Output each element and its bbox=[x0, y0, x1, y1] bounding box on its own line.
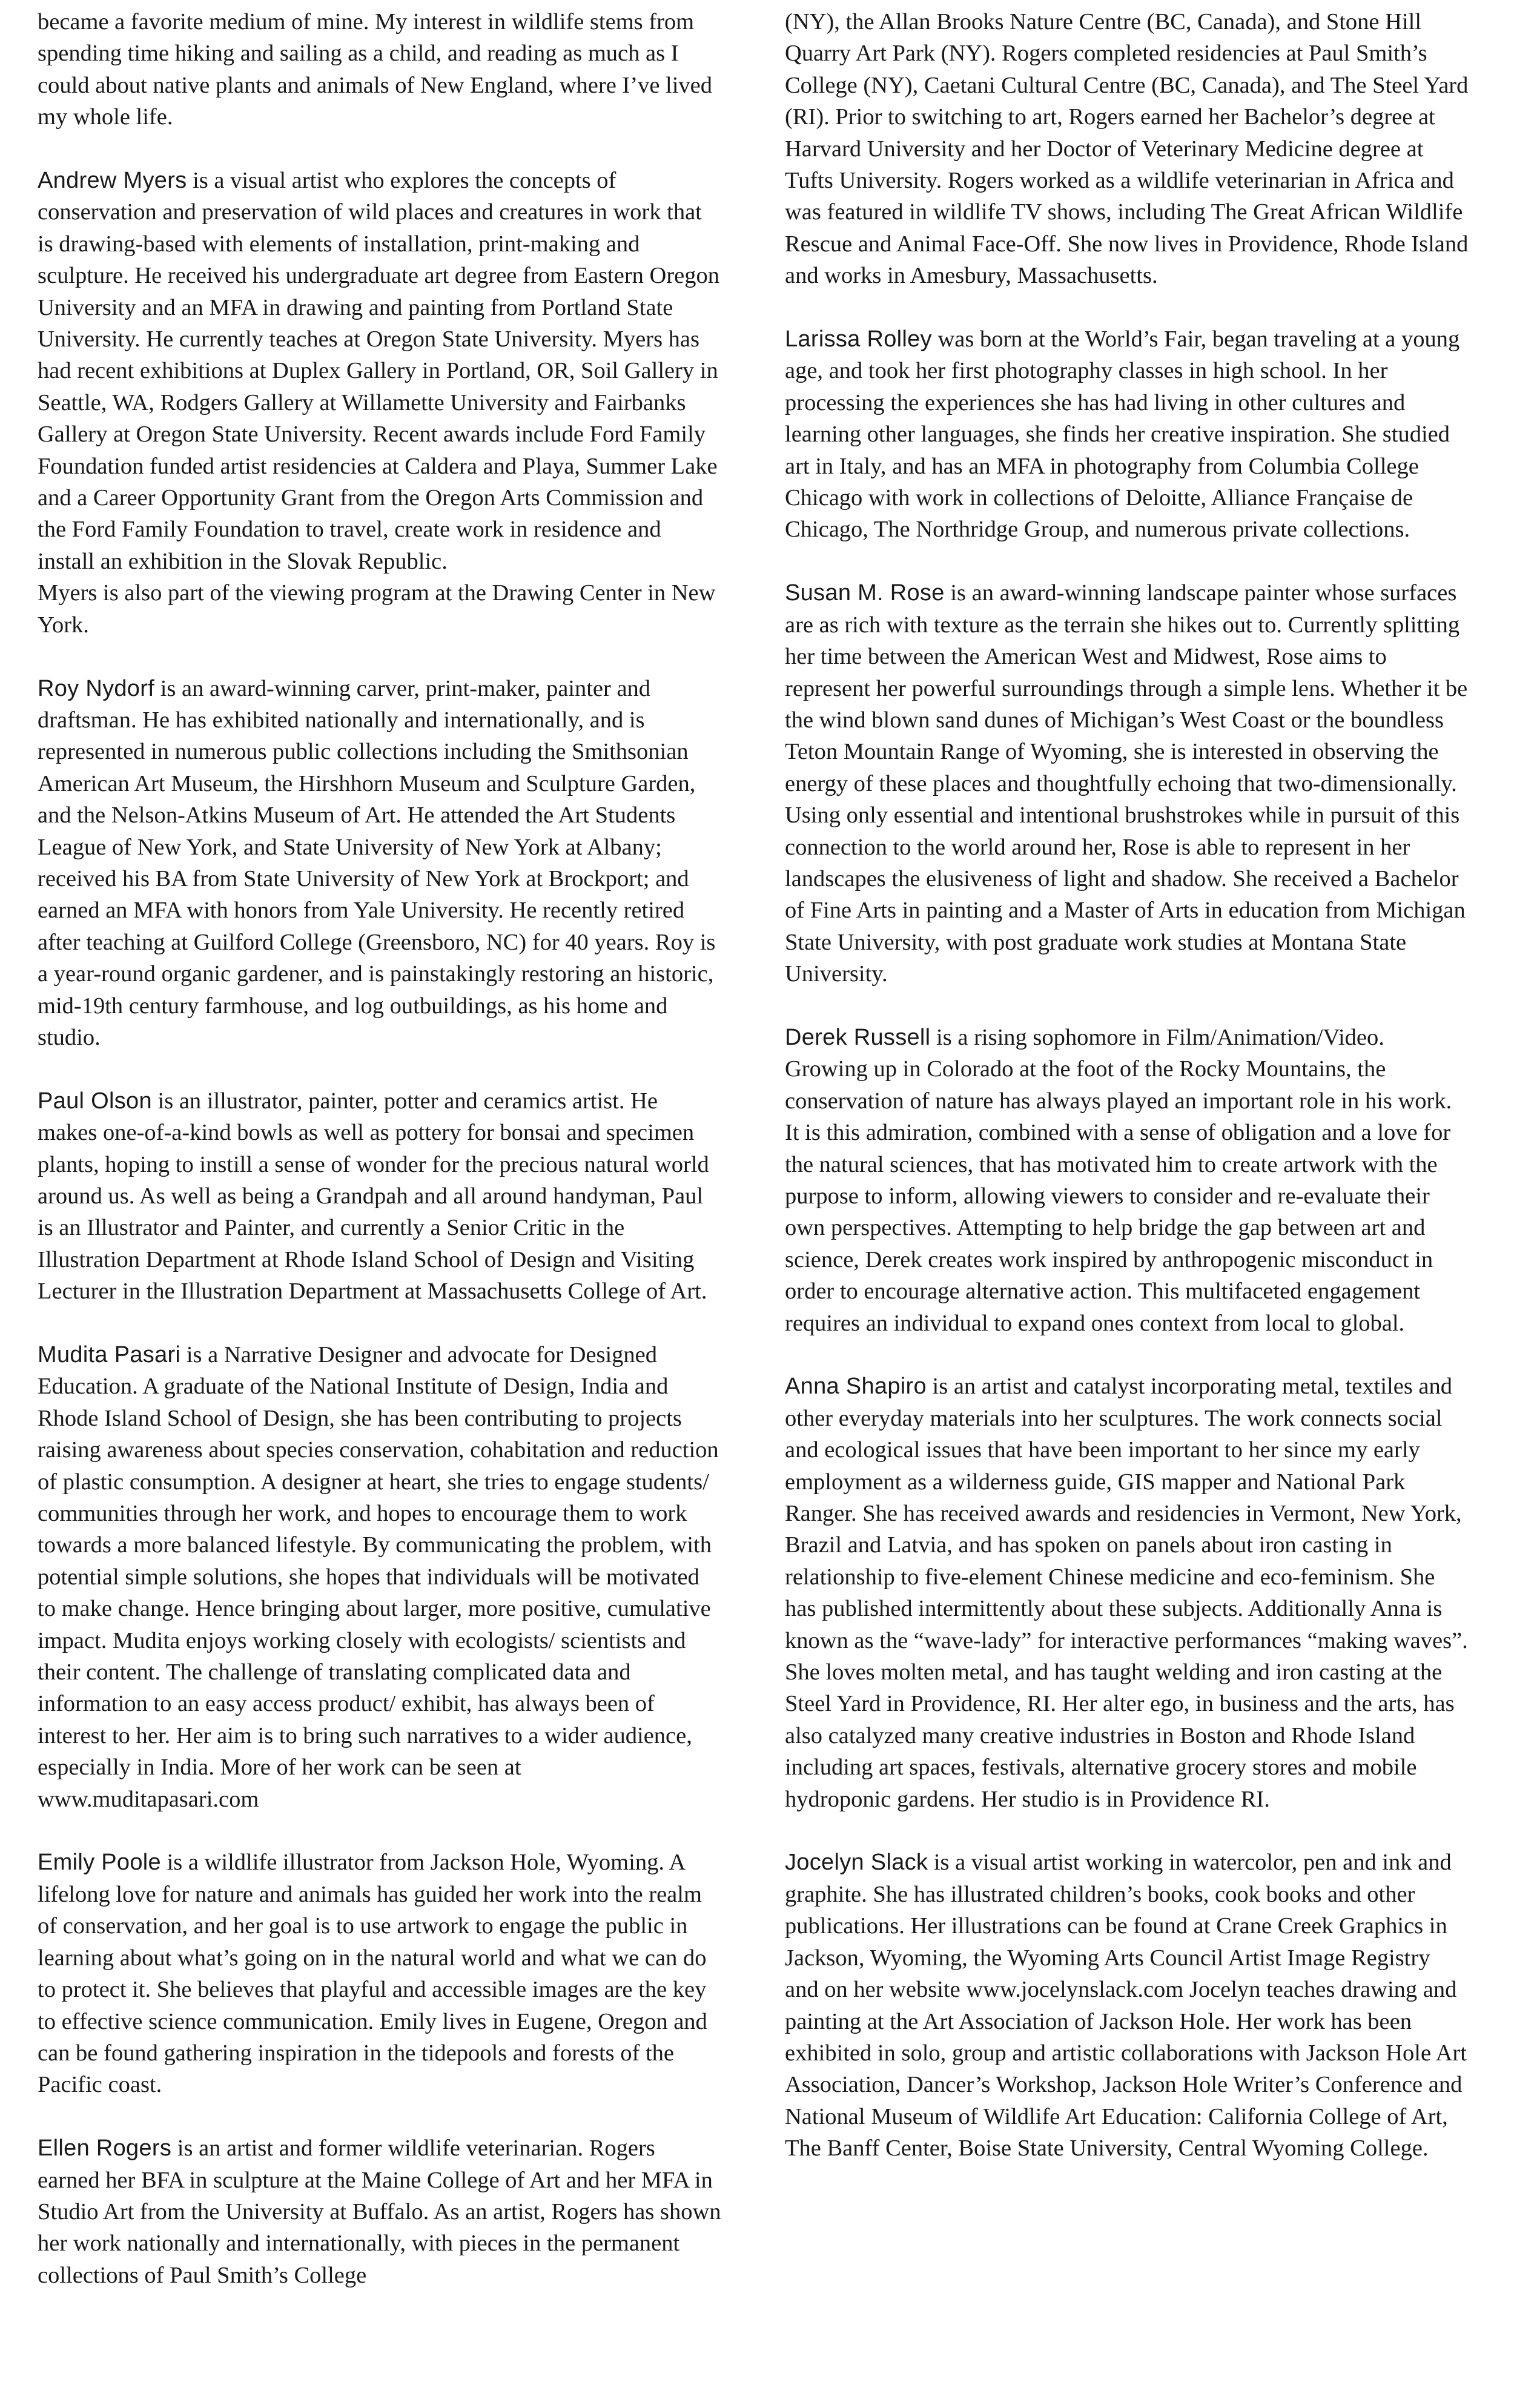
bio-text: is an artist and former wildlife veterinarian. Rogers earned her BFA in sculpture at the Maine College of Art and her MFA in Studio Art from the University at Buffalo. As an artist, Rogers has shown her work nationally and internationally, with pieces in the permanent collections of Paul Smith’s College bbox=[38, 2135, 721, 2288]
artist-name: Jocelyn Slack bbox=[785, 1850, 928, 1876]
bio-text: is an illustrator, painter, potter and ceramics artist. He makes one-of-a-kind bowls as well as pottery for bonsai and specimen plants, hoping to instill a sense of wonder for the precious natural world around us. As well as being a Grandpah and all around handyman, Paul is an Illustrator and Painter, and currently a Senior Critic in the Illustration Department at Rhode Island School of Design and Visiting Lecturer in the Illustration Department at Massachusetts College of Art. bbox=[38, 1088, 709, 1305]
bio-paragraph-anna-shapiro bbox=[785, 1371, 1469, 1815]
bio-text: is a visual artist who explores the concepts of conservation and preservation of wild places and creatures in work that is drawing-based with elements of installation, print-making and sculpture. He received his undergraduate art degree from Eastern Oregon University and an MFA in drawing and painting from Portland State University. He currently teaches at Oregon State University. Myers has had recent exhibitions at Duplex Gallery in Portland, OR, Soil Gallery in Seattle, WA, Rodgers Gallery at Willamette University and Fairbanks Gallery at Oregon State University. Recent awards include Ford Family Foundation funded artist residencies at Caldera and Playa, Summer Lake and a Career Opportunity Grant from the Oregon Arts Commission and the Ford Family Foundation to travel, create work in residence and install an exhibition in the Slovak Republic. bbox=[38, 168, 719, 574]
bio-text: Myers is also part of the viewing program at the Drawing Center in New York. bbox=[38, 580, 716, 638]
bio-paragraph-andrew-myers-note bbox=[38, 577, 722, 641]
bio-paragraph-intro-continued bbox=[38, 6, 722, 133]
artist-name: Roy Nydorf bbox=[38, 675, 155, 701]
bio-paragraph-larissa-rolley bbox=[785, 323, 1469, 546]
bio-paragraph-roy-nydorf bbox=[38, 673, 722, 1054]
artist-name: Larissa Rolley bbox=[785, 326, 932, 352]
bio-paragraph-ellen-rogers-continued bbox=[785, 6, 1469, 292]
artist-name: Emily Poole bbox=[38, 1850, 161, 1876]
bio-text: (NY), the Allan Brooks Nature Centre (BC, Canada), and Stone Hill Quarry Art Park (NY). Rogers completed residencies at Paul Smith’s College (NY), Caetani Cultural Centre (BC, Canada), and The Steel Yard (RI). Prior to switching to art, Rogers earned her Bachelor’s degree at Harvard University and her Doctor of Veterinary Medicine degree at Tufts University. Rogers worked as a wildlife veterinarian in Africa and was featured in wildlife TV shows, including The Great African Wildlife Rescue and Animal Face-Off. She now lives in Providence, Rhode Island and works in Amesbury, Massachusetts. bbox=[785, 9, 1469, 289]
bio-text: is a visual artist working in watercolor, pen and ink and graphite. She has illustrated children’s books, cook books and other publications. Her illustrations can be found at Crane Creek Graphics in Jackson, Wyoming, the Wyoming Arts Council Artist Image Registry and on her website www.jocelynslack.com Jocelyn teaches drawing and painting at the Art Association of Jackson Hole. Her work has been exhibited in solo, group and artistic collaborations with Jackson Hole Art Association, Dancer’s Workshop, Jackson Hole Writer’s Conference and National Museum of Wildlife Art Education: California College of Art, The Banff Center, Boise State University, Central Wyoming College. bbox=[785, 1850, 1467, 2162]
bio-text: is a wildlife illustrator from Jackson Hole, Wyoming. A lifelong love for nature and animals has guided her work into the realm of conservation, and her goal is to use artwork to engage the public in learning about what’s going on in the natural world and what we can do to protect it. She believes that playful and accessible images are the key to effective science communication. Emily lives in Eugene, Oregon and can be found gathering inspiration in the tidepools and forests of the Pacific coast. bbox=[38, 1850, 707, 2098]
bio-paragraph-jocelyn-slack bbox=[785, 1847, 1469, 2164]
artist-name: Andrew Myers bbox=[38, 168, 187, 194]
artist-name: Anna Shapiro bbox=[785, 1374, 927, 1400]
bio-text: is an award-winning carver, print-maker, painter and draftsman. He has exhibited nationally and internationally, and is represented in numerous public collections including the Smithsonian American Art Museum, the Hirshhorn Museum and Sculpture Garden, and the Nelson-Atkins Museum of Art. He attended the Art Students League of New York, and State University of New York at Albany; received his BA from State University of New York at Brockport; and earned an MFA with honors from Yale University. He recently retired after teaching at Guilford College (Greensboro, NC) for 40 years. Roy is a year-round organic gardener, and is painstakingly restoring an historic, mid-19th century farmhouse, and log outbuildings, as his home and studio. bbox=[38, 675, 716, 1050]
bio-paragraph-derek-russell bbox=[785, 1022, 1469, 1339]
bio-text: is an award-winning landscape painter whose surfaces are as rich with texture as the terrain she hikes out to. Currently splitting her time between the American West and Midwest, Rose aims to represent her powerful surroundings through a simple lens. Whether it be the wind blown sand dunes of Michigan’s West Coast or the boundless Teton Mountain Range of Wyoming, she is interested in observing the energy of these places and thoughtfully echoing that two-dimensionally. Using only essential and intentional brushstrokes while in pursuit of this connection to the world around her, Rose is able to represent in her landscapes the elusiveness of light and shadow. She received a Bachelor of Fine Arts in painting and a Master of Arts in education from Michigan State University, with post graduate work studies at Montana State University. bbox=[785, 580, 1468, 987]
bio-text: is an artist and catalyst incorporating metal, textiles and other everyday materials into her sculptures. The work connects social and ecological issues that have been important to her since my early employment as a wilderness guide, GIS mapper and National Park Ranger. She has received awards and residencies in Vermont, New York, Brazil and Latvia, and has spoken on panels about iron casting in relationship to five-element Chinese medicine and eco-feminism. She has published intermittently about these subjects. Additionally Anna is known as the “wave-lady” for interactive performances “making waves”. She loves molten metal, and has taught welding and iron casting at the Steel Yard in Providence, RI. Her alter ego, in business and the arts, has also catalyzed many creative industries in Boston and Rhode Island including art spaces, festivals, alternative grocery stores and mobile hydroponic gardens. Her studio is in Providence RI. bbox=[785, 1374, 1468, 1812]
artist-name: Paul Olson bbox=[38, 1088, 152, 1114]
bio-text: became a favorite medium of mine. My interest in wildlife stems from spending time hiking and sailing as a child, and reading as much as I could about native plants and animals of New England, where I’ve lived my whole life. bbox=[38, 9, 713, 130]
artist-name: Susan M. Rose bbox=[785, 580, 945, 606]
right-column bbox=[785, 6, 1469, 2196]
artist-name: Ellen Rogers bbox=[38, 2135, 172, 2162]
bio-text: was born at the World’s Fair, began traveling at a young age, and took her first photography classes in high school. In her processing the experiences she has had living in other cultures and learning other languages, she finds her creative inspiration. She studied art in Italy, and has an MFA in photography from Columbia College Chicago with work in collections of Deloitte, Alliance Française de Chicago, The Northridge Group, and numerous private collections. bbox=[785, 326, 1460, 543]
bio-paragraph-susan-rose bbox=[785, 577, 1469, 990]
artist-name: Mudita Pasari bbox=[38, 1342, 181, 1368]
bio-paragraph-paul-olson bbox=[38, 1085, 722, 1308]
bio-paragraph-emily-poole bbox=[38, 1847, 722, 2100]
artist-name: Derek Russell bbox=[785, 1024, 931, 1050]
left-column bbox=[38, 6, 722, 2323]
bio-text: is a rising sophomore in Film/Animation/Video. Growing up in Colorado at the foot of the Rocky Mountains, the conservation of nature has always played an important role in his work. It is this admiration, combined with a sense of obligation and a love for the natural sciences, that has motivated him to create artwork with the purpose to inform, allowing viewers to consider and re-evaluate their own perspectives. Attempting to help bridge the gap between art and science, Derek creates work inspired by anthropogenic misconduct in order to encourage alternative action. This multifaceted engagement requires an individual to expand ones context from local to global. bbox=[785, 1024, 1452, 1336]
bio-paragraph-mudita-pasari bbox=[38, 1339, 722, 1815]
bio-paragraph-ellen-rogers bbox=[38, 2132, 722, 2291]
bio-paragraph-andrew-myers bbox=[38, 165, 722, 577]
bio-text: is a Narrative Designer and advocate for Designed Education. A graduate of the National Institute of Design, India and Rhode Island School of Design, she has been contributing to projects raising awareness about species conservation, cohabitation and reduction of plastic consumption. A designer at heart, she tries to engage students/ communities through her work, and hopes to encourage them to work towards a more balanced lifestyle. By communicating the problem, with potential simple solutions, she hopes that individuals will be motivated to make change. Hence bringing about larger, more positive, cumulative impact. Mudita enjoys working closely with ecologists/ scientists and their content. The challenge of translating complicated data and information to an easy access product/ exhibit, has always been of interest to her. Her aim is to bring such narratives to a wider audience, especially in India. More of her work can be seen at www.muditapasari.com bbox=[38, 1342, 719, 1812]
